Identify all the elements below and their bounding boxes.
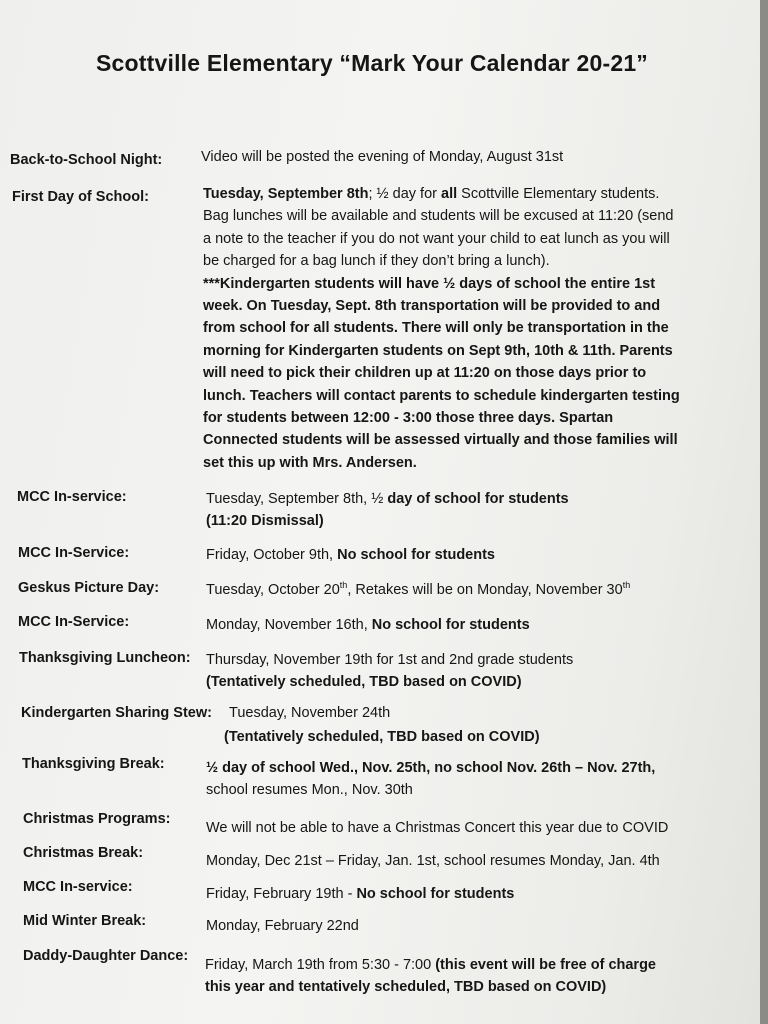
mcc1-dismissal: (11:20 Dismissal) [206, 513, 324, 530]
picture-date: Tuesday, October 20 [206, 582, 340, 598]
dance-note-cont: this year and tentatively scheduled, TBD based on COVID) [205, 979, 607, 996]
event-text-daddy-daughter-dance [205, 954, 656, 999]
event-text-mid-winter-break: Monday, February 22nd [206, 918, 359, 934]
kindergarten-note-line: set this up with Mrs. Andersen. [203, 454, 417, 471]
page-title: Scottville Elementary “Mark Your Calendar 20-21” [95, 50, 649, 76]
kindergarten-note-line: morning for Kindergarten students on Sept 9th, 10th & 11th. Parents [203, 342, 673, 359]
picture-retakes: , Retakes will be on Monday, November 30 [347, 582, 623, 598]
first-day-line: be charged for a bag lunch if they don’t bring a lunch). [203, 253, 550, 270]
first-day-line [203, 183, 680, 205]
event-label-christmas-break: Christmas Break: [23, 845, 144, 861]
first-day-text: ; ½ day for [368, 186, 442, 202]
thanksgiving-break-days: ½ day of school Wed., Nov. 25th, no school Nov. 26th – Nov. 27th, [206, 760, 656, 776]
mcc2-date: Friday, October 9th, [206, 547, 338, 563]
mcc3-detail: No school for students [371, 617, 530, 633]
event-label-mcc-inservice-2: MCC In-Service: [18, 545, 130, 561]
event-label-mcc-inservice-1: MCC In-service: [17, 489, 127, 505]
event-text-christmas-break: Monday, Dec 21st – Friday, Jan. 1st, school resumes Monday, Jan. 4th [206, 853, 660, 869]
mcc3-date: Monday, November 16th, [206, 617, 372, 633]
mcc2-detail: No school for students [337, 547, 495, 563]
picture-ordinal: th [622, 580, 631, 591]
kindergarten-note-line: for students between 12:00 - 3:00 those three days. Spartan [203, 410, 614, 427]
event-text-mcc-inservice-4 [206, 883, 514, 905]
kindergarten-note-line: from school for all students. There will only be transportation in the [203, 320, 669, 337]
luncheon-note: (Tentatively scheduled, TBD based on COVID) [206, 674, 522, 691]
event-text-thanksgiving-luncheon [206, 649, 573, 694]
event-label-mid-winter-break: Mid Winter Break: [23, 913, 147, 929]
event-label-first-day: First Day of School: [12, 189, 149, 205]
kindergarten-note-line: will need to pick their children up at 11:20 on those days prior to [203, 365, 647, 382]
event-label-mcc-inservice-3: MCC In-Service: [18, 614, 130, 630]
event-label-mcc-inservice-4: MCC In-service: [23, 879, 133, 895]
luncheon-date: Thursday, November 19th for 1st and 2nd grade students [206, 652, 574, 668]
dance-time: Friday, March 19th from 5:30 - 7:00 [205, 957, 436, 973]
mcc1-date: Tuesday, September 8th, ½ [206, 491, 388, 507]
event-text-picture-day [206, 579, 630, 601]
first-day-line: Bag lunches will be available and students will be excused at 11:20 (send [203, 208, 674, 225]
event-label-back-to-school: Back-to-School Night: [10, 152, 163, 168]
event-label-sharing-stew: Kindergarten Sharing Stew: [21, 705, 212, 721]
event-text-sharing-stew-note: (Tentatively scheduled, TBD based on COVID) [224, 729, 540, 745]
first-day-date: Tuesday, September 8th [203, 186, 369, 202]
event-text-mcc-inservice-3 [206, 614, 530, 636]
picture-ordinal: th [339, 580, 348, 591]
event-label-picture-day: Geskus Picture Day: [18, 580, 160, 596]
event-text-mcc-inservice-1 [206, 488, 569, 533]
event-text-back-to-school: Video will be posted the evening of Monday, August 31st [201, 149, 564, 165]
event-label-thanksgiving-luncheon: Thanksgiving Luncheon: [19, 650, 191, 666]
mcc4-date: Friday, February 19th - [206, 886, 357, 902]
event-text-first-day [203, 183, 680, 474]
kindergarten-note-line: ***Kindergarten students will have ½ days of school the entire 1st [203, 275, 656, 292]
event-text-thanksgiving-break [206, 757, 655, 802]
thanksgiving-break-resume: school resumes Mon., Nov. 30th [206, 782, 413, 799]
first-day-text: Scottville Elementary students. [457, 186, 660, 202]
mcc4-detail: No school for students [356, 886, 515, 902]
kindergarten-note-line: week. On Tuesday, Sept. 8th transportation will be provided to and [203, 298, 661, 315]
event-text-sharing-stew-date: Tuesday, November 24th [229, 705, 391, 721]
first-day-emphasis: all [441, 186, 458, 202]
kindergarten-note-line: Connected students will be assessed virtually and those families will [203, 432, 678, 449]
first-day-line: a note to the teacher if you do not want your child to eat lunch as you will [203, 230, 670, 247]
event-text-christmas-programs: We will not be able to have a Christmas Concert this year due to COVID [206, 820, 669, 836]
kindergarten-note-line: lunch. Teachers will contact parents to schedule kindergarten testing [203, 387, 680, 404]
event-text-mcc-inservice-2 [206, 544, 495, 566]
event-label-thanksgiving-break: Thanksgiving Break: [22, 756, 165, 772]
event-label-daddy-daughter-dance: Daddy-Daughter Dance: [23, 948, 189, 964]
dance-note: (this event will be free of charge [435, 957, 656, 973]
event-label-christmas-programs: Christmas Programs: [23, 811, 171, 827]
mcc1-detail: day of school for students [387, 491, 569, 507]
